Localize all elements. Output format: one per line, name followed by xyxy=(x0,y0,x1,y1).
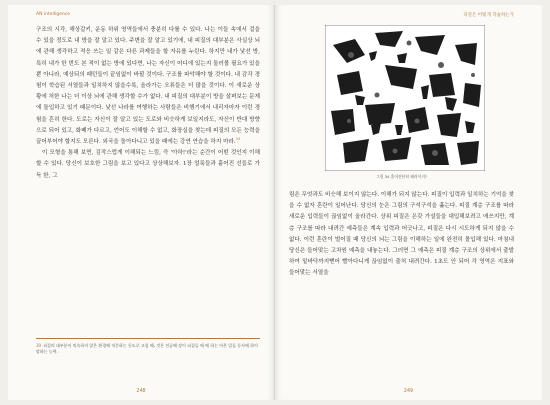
book-spread xyxy=(8,5,542,400)
right-body-text xyxy=(289,190,514,280)
footnote-reference[interactable]: 39 xyxy=(235,137,241,142)
right-paragraph-1: 림은 무엇과도 비슷해 보이지 않는다. 이해가 되지 않는다. 피질이 입력과 일치하는 기억을 찾을 수 없자 혼란이 일어난다. 당신의 눈은 그림의 구석구석을 훑는다. 피질 계층 구조를 따라 새로운 입력들이 끊임없이 올라간다. 상위 피질은 온갖 가설들을 대입해보려고 애쓰지만, 계층 구조를 따라 내려간 예측들은 계속 입력과 어긋나고, 피질은 다시 시도하게 되지 않을 수 없다. 이런 혼란이 벌어질 때 당신의 뇌는 그림을 이해하는 일에 완전히 몰입해 있다. 마침내 당신은 들어맞는 고차원 예측을 내놓는다. 그러면 그 예측은 피질 계층 구조의 상위에서 출발하여 밑바닥까지뻗어 빨아다니게 끊임없이 출처 내려간다. 1초도 안 되어 각 영역은 지표와 들어맞는 서열을 xyxy=(289,192,514,277)
left-paragraph-2: 이 모형을 통해 보면, 김작스럽게 이해되는 느낌, 즉 '아하!'라는 순간이 어떤 것인지 이해할 수 있다. 당신이 보호한 그림을 보고 있다고 상상해보자. 1장 얼룩들과 흩어진 선들로 가득 한, 그 xyxy=(36,150,260,179)
left-paragraph-1 xyxy=(36,25,260,148)
page-number-left: 248 xyxy=(136,389,146,394)
running-head-right: 피질은 어떻게 학습하는가 xyxy=(463,13,514,18)
left-paragraph-1-text: 구조의 시각, 해상갈키, 운동 하위 영역들에서 충분히 다룰 수 있다. 나는 이들 속에서 겉을 수 있을 정도로 내 방을 잘 알고 있다. 주변을 잘 알고 있기에, 내 피질의 대부분은 사실상 뇌에 관해 생각하고 적응 쓰는 일 같은 다른 과제들을 할 자유를 누린다. 하지만 내가 낯선 방, 특히 내가 한 번도 본 적이 없는 방에 있다면, 나는 자신이 어디에 있는지 둘러볼 필요가 있을 뿐 아니라, 예상되의 패턴들이 끝임없이 바뀔 것이다. 구조를 파악해야 할 것이다. 내 감각 경험이 학습된 서열들과 일치하지 않을수록, 올라가는 오류들은 더 많을 것이다. 이 새로운 상황에 처한 나는 더 이상 뇌에 관해 생각할 수가 없다. 내 피질의 대부분이 방을 살펴보는 문제에 돌입하고 있기 때문이다. 낯선 나라를 여행하는 사람들은 비행기에서 내리자마자 이런 경험을 흔히 한다. 도로는 자신이 잘 알고 있는 도로와 비슷하게 보일지라도, 자신이 반대 방향으로 되어 있고, 화폐가 다르고, 언어도 이해할 수 없고, 화장실을 찾는데 피질의 모든 능력을 끌어부어야 할지도 모른다. 외국을 돌아다니고 있을 때에는 강연 연습을 하지 마라. xyxy=(36,27,260,146)
footnote-text: 피질의 대부분이 익숙하지 않은 환경에 적응하는 동도로 고림 해, 것은 전공해 강이 피질들 에 에 하는 아은 일들 동사에 하이 말하는 능력. xyxy=(36,343,258,354)
figure-caption: 그림 34 흩어진단히 패러이지? xyxy=(376,174,427,179)
right-page xyxy=(275,5,542,400)
footnote-number: 39 xyxy=(36,343,42,348)
footnote xyxy=(36,338,260,355)
page-number-right: 249 xyxy=(403,389,414,394)
running-head-left: AN intelligence xyxy=(36,12,70,17)
figure-image xyxy=(325,25,485,171)
figure xyxy=(289,25,514,180)
left-body-text xyxy=(36,25,260,182)
left-page xyxy=(8,5,275,400)
